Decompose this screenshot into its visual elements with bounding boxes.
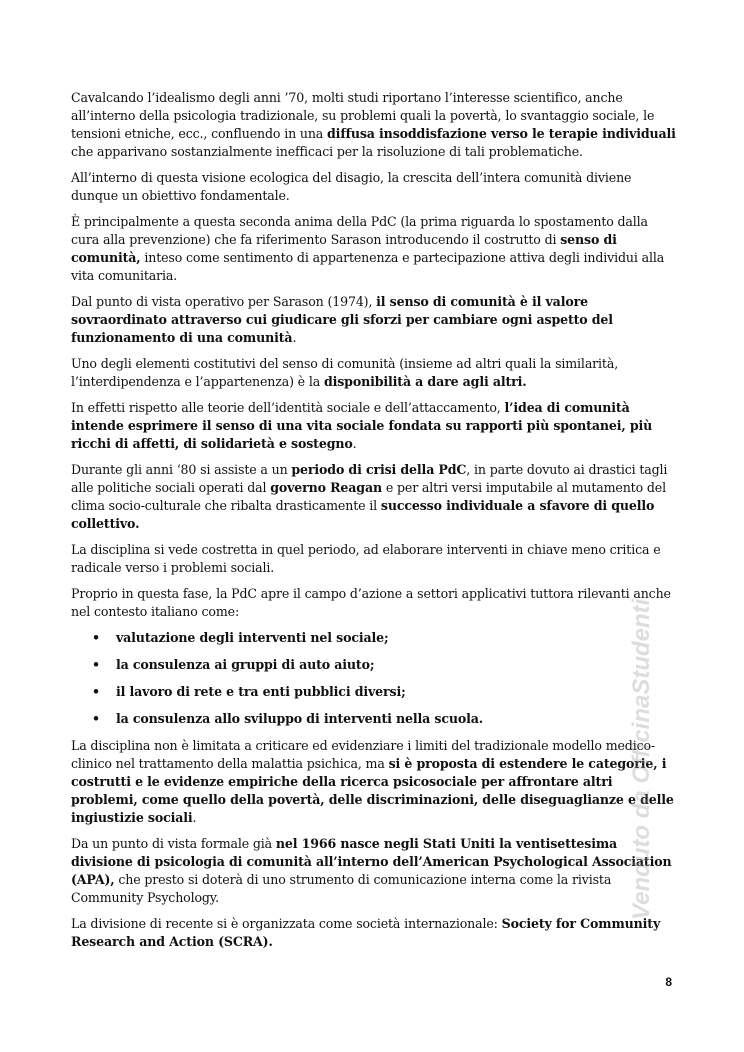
paragraph [71, 915, 676, 951]
text-run: All’interno di questa visione ecologica del disagio, la crescita dell’intera comunità diviene dunque un obiettivo fondamentale. [71, 170, 632, 203]
text-run: . [292, 330, 297, 345]
text-run: Cavalcando l’idealismo degli anni ’70, molti studi riportano l’interesse scientifico, anche all’interno della psicologia tradizionale, su problemi quali la povertà, lo svantaggio sociale, le tensioni etniche, ecc., confluendo in una [71, 90, 655, 141]
bold-text-run: si è proposta di estendere le categorie, i costrutti e le evidenze empiriche della ricerca psicosociale per affrontare altri problemi, come quello della povertà, delle discriminazioni, delle diseguaglianze e delle ingiustizie sociali [71, 756, 674, 825]
text-run: In effetti rispetto alle teorie dell’identità sociale e dell’attaccamento, [71, 400, 505, 415]
bold-text-run: successo individuale a sfavore di quello collettivo. [71, 498, 655, 531]
bold-text-run: l’idea di comunità intende esprimere il senso di una vita sociale fondata su rapporti più spontanei, più ricchi di affetti, di solidarietà e sostegno [71, 400, 653, 451]
text-run: inteso come sentimento di appartenenza e partecipazione attiva degli individui alla vita comunitaria. [71, 250, 665, 283]
bullet-item [71, 683, 676, 701]
bullet-text: valutazione degli interventi nel sociale; [116, 630, 389, 645]
bullet-icon: • [92, 657, 100, 672]
text-run: La disciplina non è limitata a criticare ed evidenziare i limiti del tradizionale modello medico-clinico nel trattamento della malattia psichica, ma [71, 738, 656, 771]
watermark: Venduto da OfficinaStudenti [628, 598, 655, 920]
page-content [71, 89, 676, 959]
paragraph [71, 293, 676, 347]
paragraph [71, 835, 676, 907]
text-run: Uno degli elementi costitutivi del senso di comunità (insieme ad altri quali la similarità, l’interdipendenza e l’appartenenza) è la [71, 356, 619, 389]
paragraph [71, 213, 676, 285]
text-run: che presto si doterà di uno strumento di comunicazione interna come la rivista Community Psychology. [71, 872, 612, 905]
text-run: La divisione di recente si è organizzata come società internazionale: [71, 916, 502, 931]
text-run: . [352, 436, 357, 451]
bullet-text: la consulenza allo sviluppo di interventi nella scuola. [116, 711, 484, 726]
bold-text-run: Society for Community Research and Action (SCRA). [71, 916, 661, 949]
text-run: È principalmente a questa seconda anima della PdC (la prima riguarda lo spostamento dalla cura alla prevenzione) che fa riferimento Sarason introducendo il costrutto di [71, 214, 648, 247]
bullet-text: la consulenza ai gruppi di auto aiuto; [116, 657, 375, 672]
bullet-icon: • [92, 711, 100, 726]
bullet-item [71, 656, 676, 674]
text-run: Proprio in questa fase, la PdC apre il campo d’azione a settori applicativi tuttora rilevanti anche nel contesto italiano come: [71, 586, 671, 619]
text-run: , in parte dovuto ai drastici tagli alle politiche sociali operati dal [71, 462, 668, 495]
text-run: La disciplina si vede costretta in quel periodo, ad elaborare interventi in chiave meno critica e radicale verso i problemi sociali. [71, 542, 661, 575]
paragraph [71, 541, 676, 577]
paragraph [71, 399, 676, 453]
bold-text-run: disponibilità a dare agli altri. [323, 374, 527, 389]
bullet-text: il lavoro di rete e tra enti pubblici diversi; [116, 684, 406, 699]
paragraphs-after-list [71, 737, 676, 951]
bold-text-run: nel 1966 nasce negli Stati Uniti la ventisettesima divisione di psicologia di comunità all’interno dell’American Psychological Association (APA), [71, 836, 672, 887]
text-run: Durante gli anni ‘80 si assiste a un [71, 462, 292, 477]
bold-text-run: governo Reagan [270, 480, 382, 495]
paragraph [71, 89, 676, 161]
text-run: che apparivano sostanzialmente inefficaci per la risoluzione di tali problematiche. [71, 144, 583, 159]
bullet-list [71, 629, 676, 728]
text-run: . [192, 810, 197, 825]
paragraph [71, 461, 676, 533]
paragraph [71, 169, 676, 205]
bold-text-run: senso di comunità, [71, 232, 617, 265]
bullet-icon: • [92, 630, 100, 645]
paragraph [71, 355, 676, 391]
bullet-item [71, 710, 676, 728]
text-run: e per altri versi imputabile al mutamento del clima socio-culturale che ribalta drasticamente il [71, 480, 666, 513]
bullet-item [71, 629, 676, 647]
paragraphs-before-list [71, 89, 676, 621]
page-number: 8 [665, 975, 672, 989]
bold-text-run: periodo di crisi della PdC [291, 462, 467, 477]
bold-text-run: diffusa insoddisfazione verso le terapie individuali [327, 126, 676, 141]
text-run: Da un punto di vista formale già [71, 836, 276, 851]
text-run: Dal punto di vista operativo per Sarason (1974), [71, 294, 377, 309]
bold-text-run: il senso di comunità è il valore sovraordinato attraverso cui giudicare gli sforzi per cambiare ogni aspetto del funzionamento di una comunità [71, 294, 613, 345]
paragraph [71, 737, 676, 827]
paragraph [71, 585, 676, 621]
bullet-icon: • [92, 684, 100, 699]
